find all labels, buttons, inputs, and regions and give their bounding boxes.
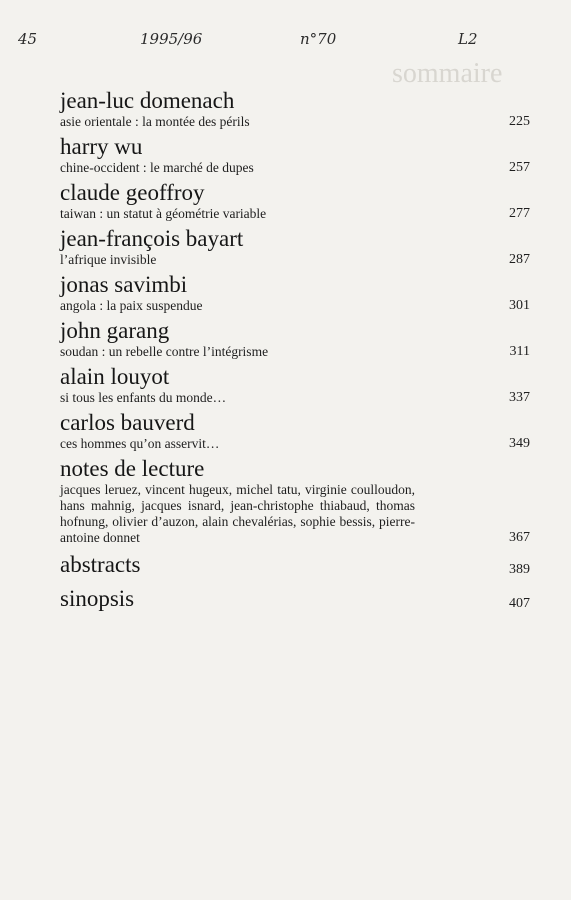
toc-entry [60,180,530,222]
entry-title: chine-occident : le marché de dupes [60,160,254,175]
handwritten-note-year: 1995/96 [140,30,203,48]
entry-title: si tous les enfants du monde… [60,390,227,405]
entry-page-number: 311 [509,344,530,359]
entry-page-number: 337 [509,390,530,405]
toc-entry [60,410,530,452]
entry-author: alain louyot [60,364,170,389]
entry-page-number: 277 [509,206,530,221]
entry-page-number: 301 [509,298,530,313]
entry-title: soudan : un rebelle contre l’intégrisme [60,344,269,359]
bleed-through-title: sommaire [392,58,503,89]
notes-page-number: 367 [509,530,530,545]
handwritten-note-right: L2 [458,30,478,48]
abstracts-label: abstracts [60,552,141,577]
entry-title: angola : la paix suspendue [60,298,203,313]
toc-entry [60,226,530,268]
entry-author: claude geoffroy [60,180,205,205]
entry-page-number: 349 [509,436,530,451]
toc-entry [60,318,530,360]
table-of-contents [60,88,530,620]
sinopsis-entry [60,586,530,620]
toc-entry [60,134,530,176]
toc-entry [60,272,530,314]
entry-author: carlos bauverd [60,410,195,435]
toc-entries [60,88,530,452]
abstracts-page-number: 389 [509,562,530,577]
notes-contributors: jacques leruez, vincent hugeux, michel tatu, virginie coulloudon, hans mahnig, jacques isnard, jean-christophe thiabaud, thomas hofnung, olivier d’auzon, alain chevalérias, sophie bessis, pierre-antoine donnet [60,482,415,545]
notes-heading: notes de lecture [60,456,205,481]
entry-author: jean-françois bayart [60,226,244,251]
entry-page-number: 225 [509,114,530,129]
entry-title: asie orientale : la montée des périls [60,114,250,129]
entry-title: ces hommes qu’on asservit… [60,436,220,451]
handwritten-note-left: 45 [18,30,38,48]
toc-entry [60,88,530,130]
entry-author: jean-luc domenach [60,88,235,113]
entry-page-number: 257 [509,160,530,175]
sinopsis-page-number: 407 [509,596,530,611]
notes-de-lecture-entry [60,456,530,546]
toc-entry [60,364,530,406]
handwritten-note-issue: n°70 [300,30,337,48]
abstracts-entry [60,552,530,586]
entry-page-number: 287 [509,252,530,267]
entry-title: l’afrique invisible [60,252,157,267]
entry-author: jonas savimbi [60,272,188,297]
sinopsis-label: sinopsis [60,586,135,611]
entry-author: harry wu [60,134,143,159]
entry-author: john garang [60,318,170,343]
entry-title: taiwan : un statut à géométrie variable [60,206,267,221]
